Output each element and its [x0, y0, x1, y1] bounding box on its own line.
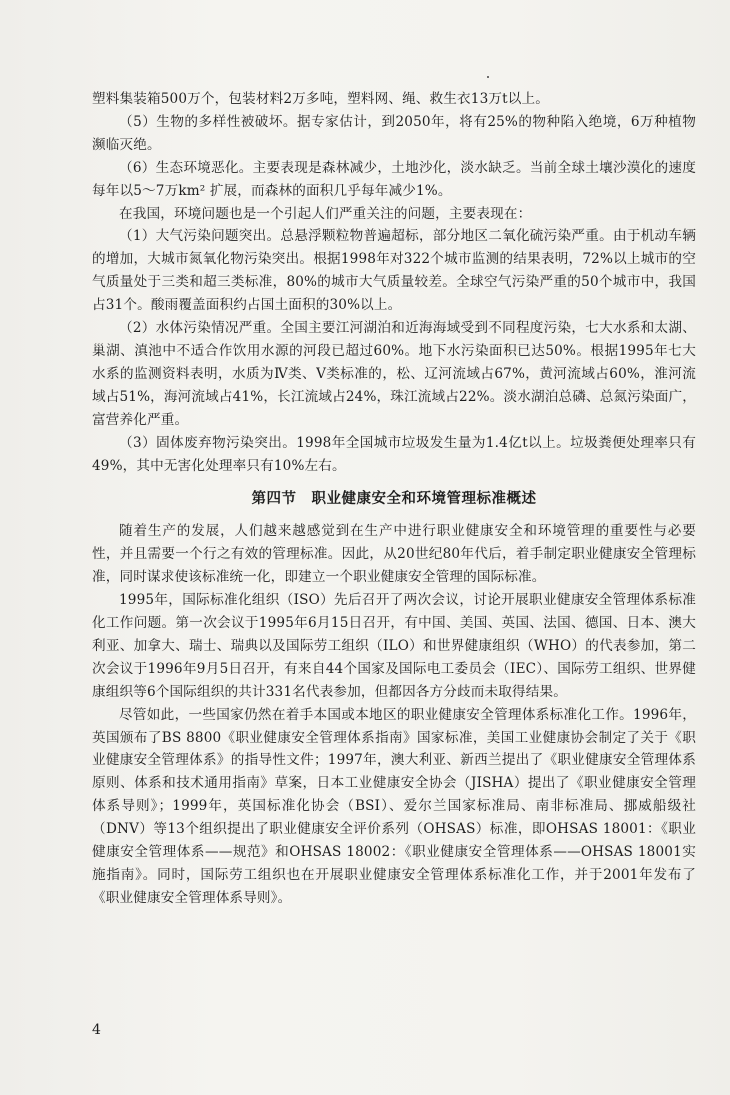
china-item-1: （1）大气污染问题突出。总悬浮颗粒物普遍超标，部分地区二氧化硫污染严重。由于机动车辆的增加，大城市氮氧化物污染突出。根据1998年对322个城市监测的结果表明，72%以上城市的空气质量处于三类和超三类标准，80%的城市大气质量较差。全球空气污染严重的50个城市中，我国占31个。酸雨覆盖面积约占国土面积的30%以上。: [92, 228, 696, 314]
section-heading: 第四节 职业健康安全和环境管理标准概述: [251, 491, 537, 508]
china-intro: 在我国，环境问题也是一个引起人们严重关注的问题，主要表现在：: [119, 205, 532, 222]
china-item-3: （3）固体废弃物污染突出。1998年全国城市垃圾发生量为1.4亿t以上。垃圾粪便处理率只有49%，其中无害化处理率只有10%左右。: [92, 434, 696, 474]
global-item-5: （5）生物的多样性被破坏。据专家估计，到2050年，将有25%的物种陷入绝境，6万种植物濒临灭绝。: [92, 113, 696, 153]
scan-speck: [487, 76, 489, 78]
china-item-2: （2）水体污染情况严重。全国主要江河湖泊和近海海域受到不同程度污染，七大水系和太湖、巢湖、滇池中不适合作饮用水源的河段已超过60%。地下水污染面积已达50%。根据1995年七大水系的监测资料表明，水质为Ⅳ类、Ⅴ类标准的，松、辽河流域占67%，黄河流域占60%，淮河流域占51%，海河流域占41%，长江流域占24%，珠江流域占22%。淡水湖泊总磷、总氮污染面广，富营养化严重。: [92, 320, 696, 428]
continued-line: 塑料集装箱500万个，包装材料2万多吨，塑料网、绳、救生衣13万t以上。: [92, 91, 549, 107]
page-number: 4: [92, 1022, 101, 1038]
global-item-6: （6）生态环境恶化。主要表现是森林减少，土地沙化，淡水缺乏。当前全球土壤沙漠化的速度每年以5～7万km² 扩展，而森林的面积几乎每年减少1%。: [92, 159, 696, 199]
section-paragraph-1: 随着生产的发展，人们越来越感觉到在生产中进行职业健康安全和环境管理的重要性与必要性，并且需要一个行之有效的管理标准。因此，从20世纪80年代后，着手制定职业健康安全管理标准，同时谋求使该标准统一化，即建立一个职业健康安全管理的国际标准。: [92, 523, 696, 586]
section-paragraph-3: 尽管如此，一些国家仍然在着手本国或本地区的职业健康安全管理体系标准化工作。1996年，英国颁布了BS 8800《职业健康安全管理体系指南》国家标准，美国工业健康协会制定了关于《职业健康安全管理体系》的指导性文件；1997年，澳大利亚、新西兰提出了《职业健康安全管理体系原则、体系和技术通用指南》草案，日本工业健康安全协会（JISHA）提出了《职业健康安全管理体系导则》；1999年，英国标准化协会（BSI）、爱尔兰国家标准局、南非标准局、挪威船级社（DNV）等13个组织提出了职业健康安全评价系列（OHSAS）标准，即OHSAS 18001：《职业健康安全管理体系——规范》和OHSAS 18002：《职业健康安全管理体系——OHSAS 18001实施指南》。同时，国际劳工组织也在开展职业健康安全管理体系标准化工作，并于2001年发布了《职业健康安全管理体系导则》。: [92, 706, 696, 906]
page-body: [92, 88, 696, 910]
section-paragraph-2: 1995年，国际标准化组织（ISO）先后召开了两次会议，讨论开展职业健康安全管理体系标准化工作问题。第一次会议于1995年6月15日召开，有中国、美国、英国、法国、德国、日本、澳大利亚、加拿大、瑞士、瑞典以及国际劳工组织（ILO）和世界健康组织（WHO）的代表参加，第二次会议于1996年9月5日召开，有来自44个国家及国际电工委员会（IEC）、国际劳工组织、世界健康组织等6个国际组织的共计331名代表参加，但都因各方分歧而未取得结果。: [92, 592, 696, 700]
